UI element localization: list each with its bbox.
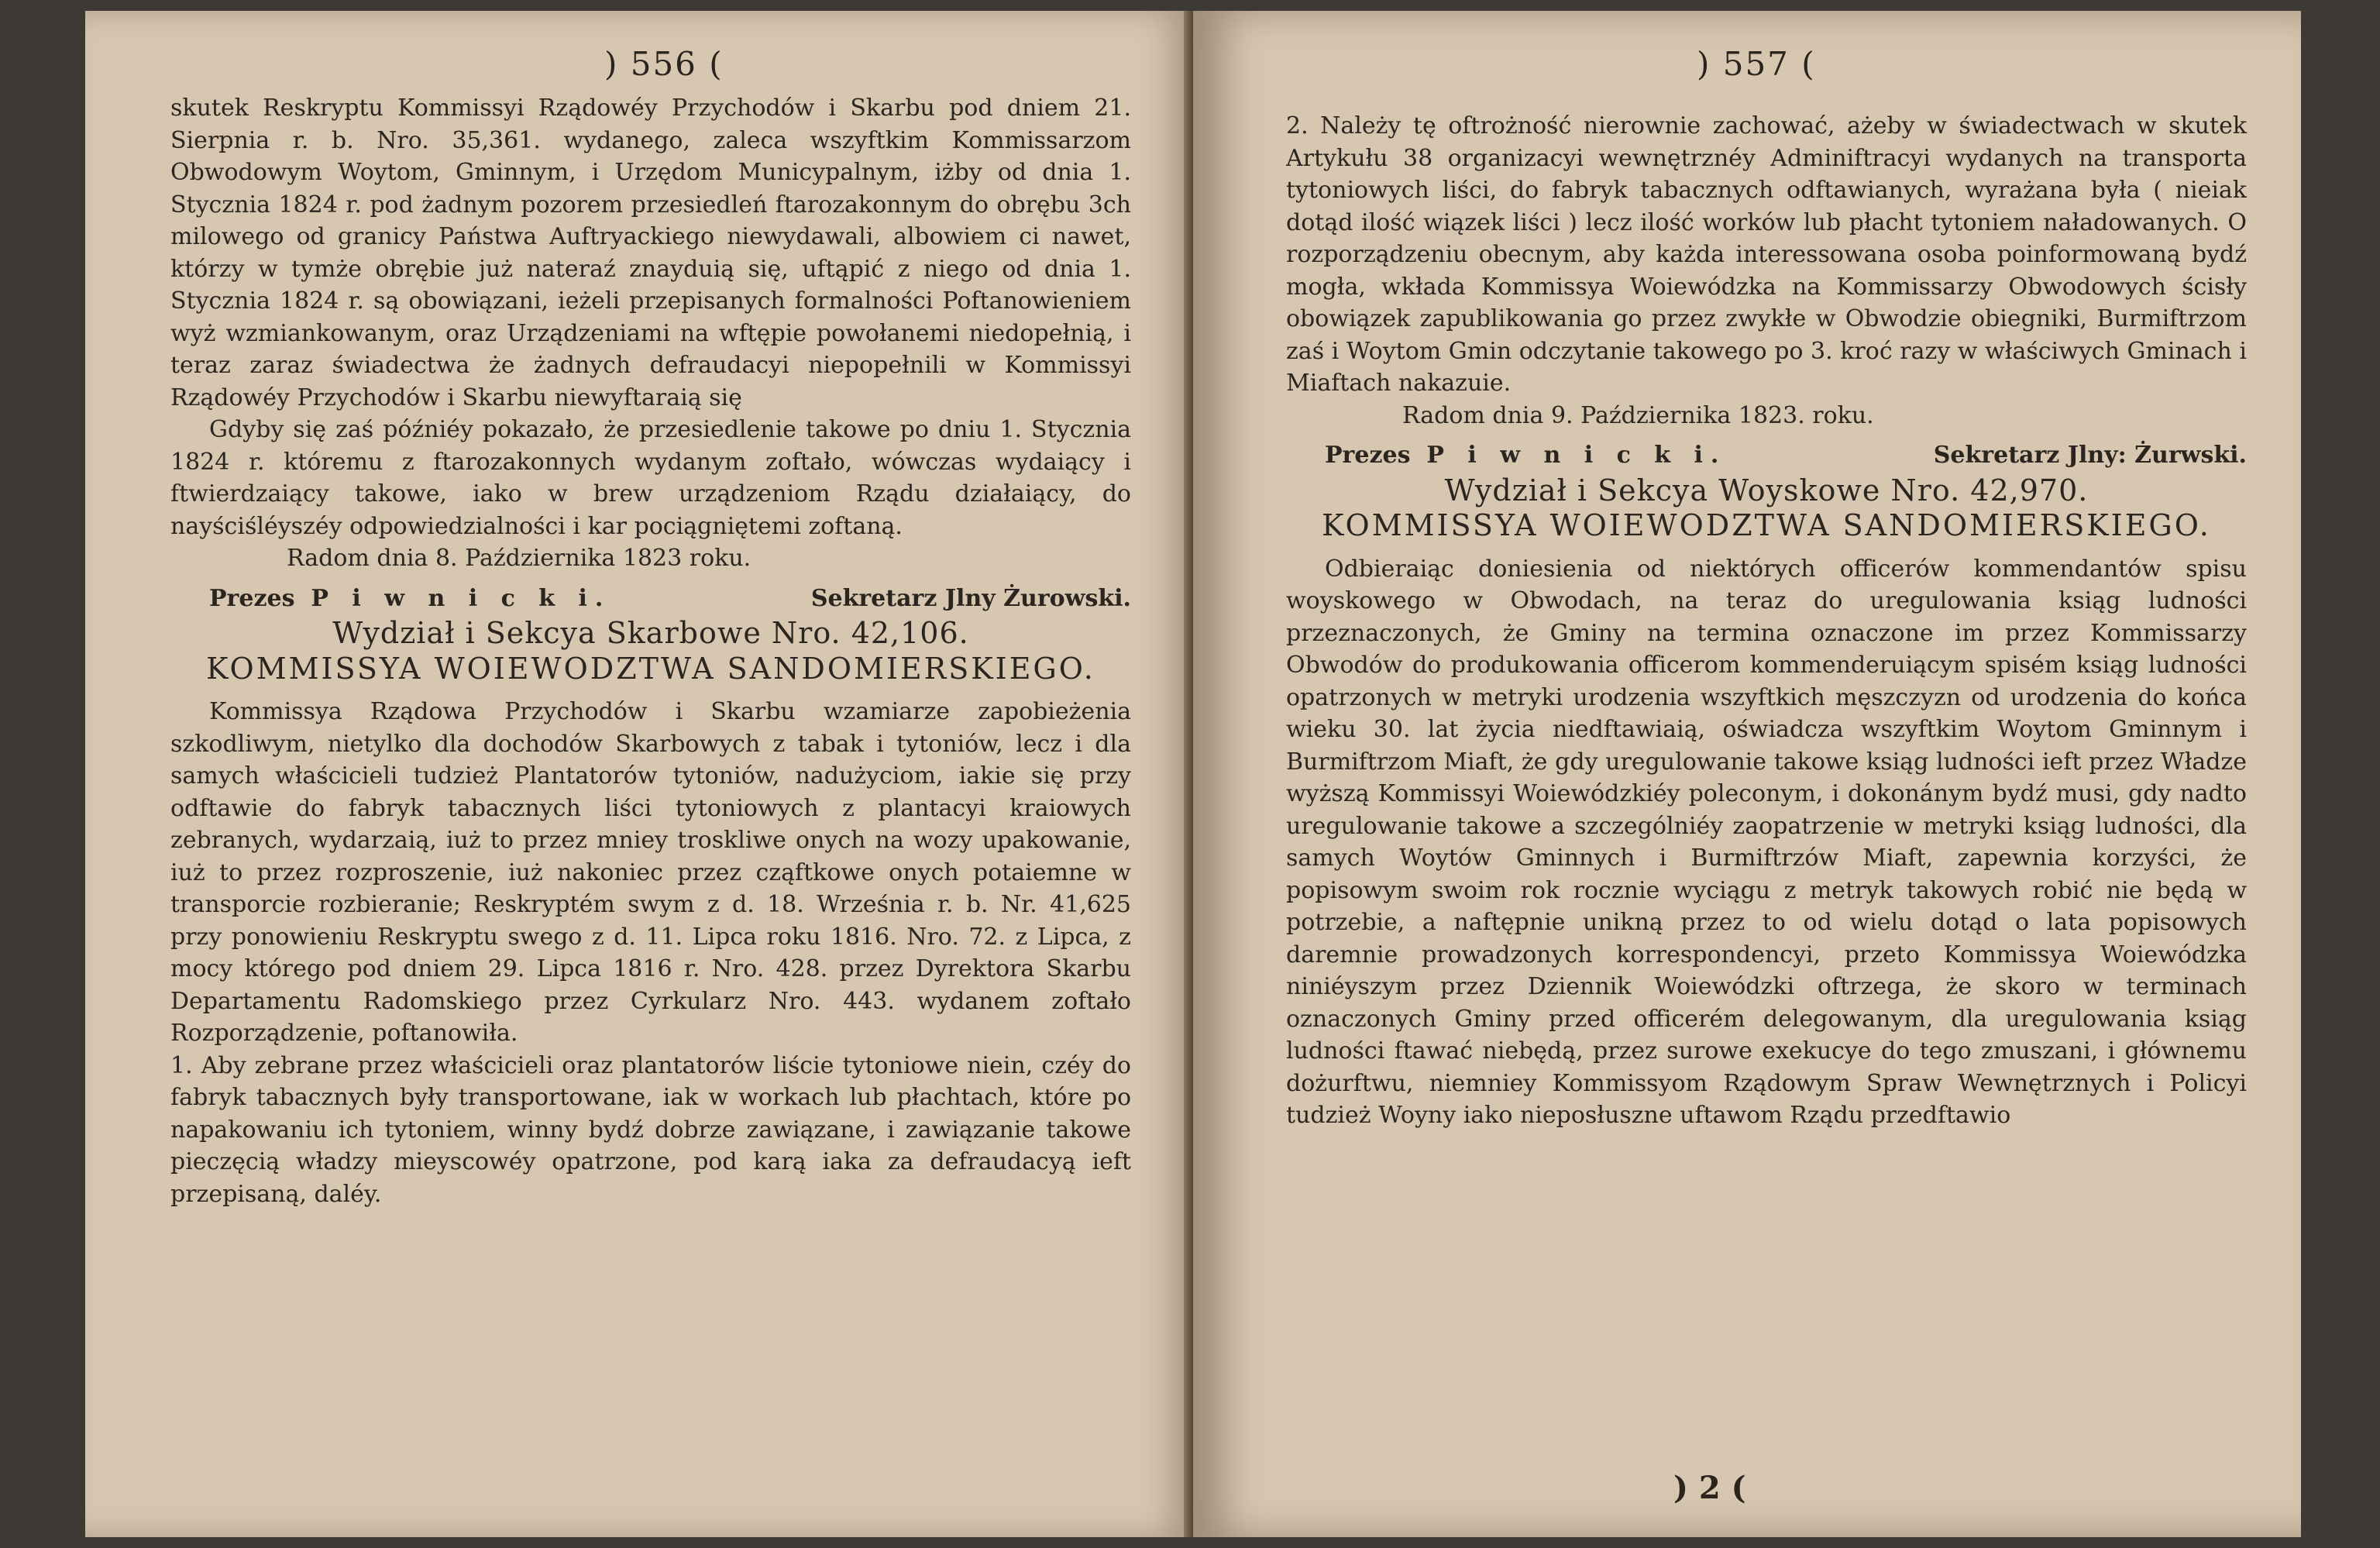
- list-item: 1. Aby zebrane przez właścicieli oraz plantatorów liście tytoniowe niein, czéy do fabryk tabacznych były transportowane, iak w workach lub płachtach, które po napakowaniu ich tytoniem, winny bydź dobrze zawiązane, i zawiązanie takowe pieczęcią władzy mieyscowéy opatrzone, pod karą iaka za defraudacyą ieft przepisaną, daléy.: [170, 1051, 1131, 1208]
- signature-row: [170, 583, 1131, 615]
- signature-mark: ) 2 (: [1673, 1470, 1746, 1506]
- section-number: Wydział i Sekcya Skarbowe Nro. 42,106.: [332, 616, 969, 650]
- president-label: Prezes: [209, 584, 295, 612]
- list-item: 2. Należy tę oftrożność nierownie zachować, ażeby w świadectwach w skutek Artykułu 38 organizacyi wewnętrznéy Adminiftracyi wydanych na transporta tytoniowych liści, do fabryk tabacznych odftawianych, wyrażana była ( nieiak dotąd ilość wiązek liści ) lecz ilość worków lub płacht tytoniem naładowanych. O rozporządzeniu obecnym, aby każda interessowana osoba poinformowaną bydź mogła, wkłada Kommissya Woiewódzka na Kommissarzy Obwodowych ścisły obowiązek zapublikowania go przez zwykłe w Obwodzie obiegniki, Burmiftrzom zaś i Woytom Gmin odczytanie takowego po 3. kroć razy w właściwych Gminach i Miaftach nakazuie.: [1286, 112, 2247, 397]
- date-line: Radom dnia 8. Października 1823 roku.: [287, 545, 751, 572]
- president-signature: [209, 583, 610, 615]
- secretary-signature: Sekretarz Jlny: Żurwski.: [1933, 442, 2247, 469]
- page-number: ) 557 (: [1697, 45, 1816, 83]
- date-line: Radom dnia 9. Października 1823. roku.: [1402, 401, 1874, 429]
- paragraph: Odbieraiąc doniesienia od niektórych officerów kommendantów spisu woyskowego w Obwodach, na teraz do uregulowania ksiąg ludności przeznaczonych, że Gminy na termina oznaczone im przez Kommissarzy Obwodów do produkowania officerom kommenderuiącym spisém ksiąg ludności opatrzonych w metryki urodzenia wszyftkich męszczyzn od urodzenia do końca wieku 30. lat życia niedftawiaią, oświadcza wszyftkim Woytom Gminnym i Burmiftrzom Miaft, że gdy uregulowanie takowe ksiąg ludności ieft przez Władze wyższą Kommissyi Woiewódzkiéy poleconym, i dokonánym bydź musi, gdy nadto uregulowanie takowe a szczególniéy zaopatrzenie w metryki ksiąg ludności, dla samych Woytów Gminnych i Burmiftrzów Miaft, zapewnia korzyści, że popisowym swoim rok rocznie wyciągu z metryk takowych robić nie będą w potrzebie, a naftępnie unikną przez to od wielu dotąd o lata popisowych daremnie prowadzonych korrespondencyi, przeto Kommissya Woiewódzka niniéyszym przez Dziennik Woiewódzki oftrzega, że skoro w terminach oznaczonych Gminy przed officerém delegowanym, dla uregulowania ksiąg ludności ftawać niebędą, przez surowe exekucye do tego zmuszani, i głównemu dożurftwu, niemniey Kommissyom Rządowym Spraw Wewnętrznych i Policyi tudzież Woyny iako nieposłuszne uftawom Rządu przedftawio: [1286, 555, 2247, 1129]
- secretary-signature: Sekretarz Jlny Żurowski.: [810, 584, 1131, 612]
- president-name: P i w n i c k i.: [1426, 442, 1727, 469]
- right-page: [1193, 11, 2301, 1537]
- paragraph: Kommissya Rządowa Przychodów i Skarbu wzamiarze zapobieżenia szkodliwym, nietylko dla dochodów Skarbowych z tabak i tytoniów, lecz i dla samych właścicieli tudzież Plantatorów tytoniów, nadużyciom, iakie się przy odftawie do fabryk tabacznych liści tytoniowych z plantacyi kraiowych zebranych, wydarzaią, iuż to przez mniey troskliwe onych na wozy upakowanie, iuż to przez rozproszenie, iuż nakoniec przez cząftkowe onych potaiemne w transporcie rozbieranie; Reskryptém swym z d. 18. Września r. b. Nr. 41,625 przy ponowieniu Reskryptu swego z d. 11. Lipca roku 1816. Nro. 72. z Lipca, z mocy którego pod dniem 29. Lipca 1816 r. Nro. 428. przez Dyrektora Skarbu Departamentu Radomskiego przez Cyrkularz Nro. 443. wydanem zoftało Rozporządzenie, poftanowiła.: [170, 698, 1131, 1047]
- president-signature: [1325, 439, 1726, 472]
- left-text-block: [170, 92, 1131, 1210]
- signature-row: [1286, 439, 2247, 472]
- section-header: KOMMISSYA WOIEWODZTWA SANDOMIERSKIEGO.: [206, 651, 1095, 686]
- page-number: ) 556 (: [604, 45, 724, 83]
- section-number: Wydział i Sekcya Woyskowe Nro. 42,970.: [1444, 473, 2089, 507]
- section-header: KOMMISSYA WOIEWODZTWA SANDOMIERSKIEGO.: [1322, 508, 2211, 542]
- paragraph: skutek Reskryptu Kommissyi Rządowéy Przychodów i Skarbu pod dniem 21. Sierpnia r. b. Nro. 35,361. wydanego, zaleca wszyftkim Kommissarzom Obwodowym Woytom, Gminnym, i Urzędom Municypalnym, iżby od dnia 1. Stycznia 1824 r. pod żadnym pozorem przesiedleń ftarozakonnym do obrębu 3ch milowego od granicy Państwa Auftryackiego niewydawali, albowiem ci nawet, którzy w tymże obrębie już nateraź znayduią się, uftąpić z niego od dnia 1. Stycznia 1824 r. są obowiązani, ieżeli przepisanych formalności Poftanowieniem wyż wzmiankowanym, oraz Urządzeniami na wftępie powołanemi niedopełnią, i teraz zaraz świadectwa że żadnych defraudacyi niepopełnili w Kommissyi Rządowéy Przychodów i Skarbu niewyftaraią się: [170, 95, 1131, 411]
- paragraph: Gdyby się zaś późniéy pokazało, że przesiedlenie takowe po dniu 1. Stycznia 1824 r. któremu z ftarozakonnych wydanym zoftało, wówczas wydaiący i ftwierdzaiący takowe, iako w brew urządzeniom Rządu działaiący, do nayściśléyszéy odpowiedzialności i kar pociągniętemi zoftaną.: [170, 416, 1131, 540]
- left-page: [85, 11, 1193, 1537]
- right-text-block: [1286, 110, 2247, 1132]
- president-name: P i w n i c k i.: [311, 584, 611, 612]
- president-label: Prezes: [1325, 442, 1411, 469]
